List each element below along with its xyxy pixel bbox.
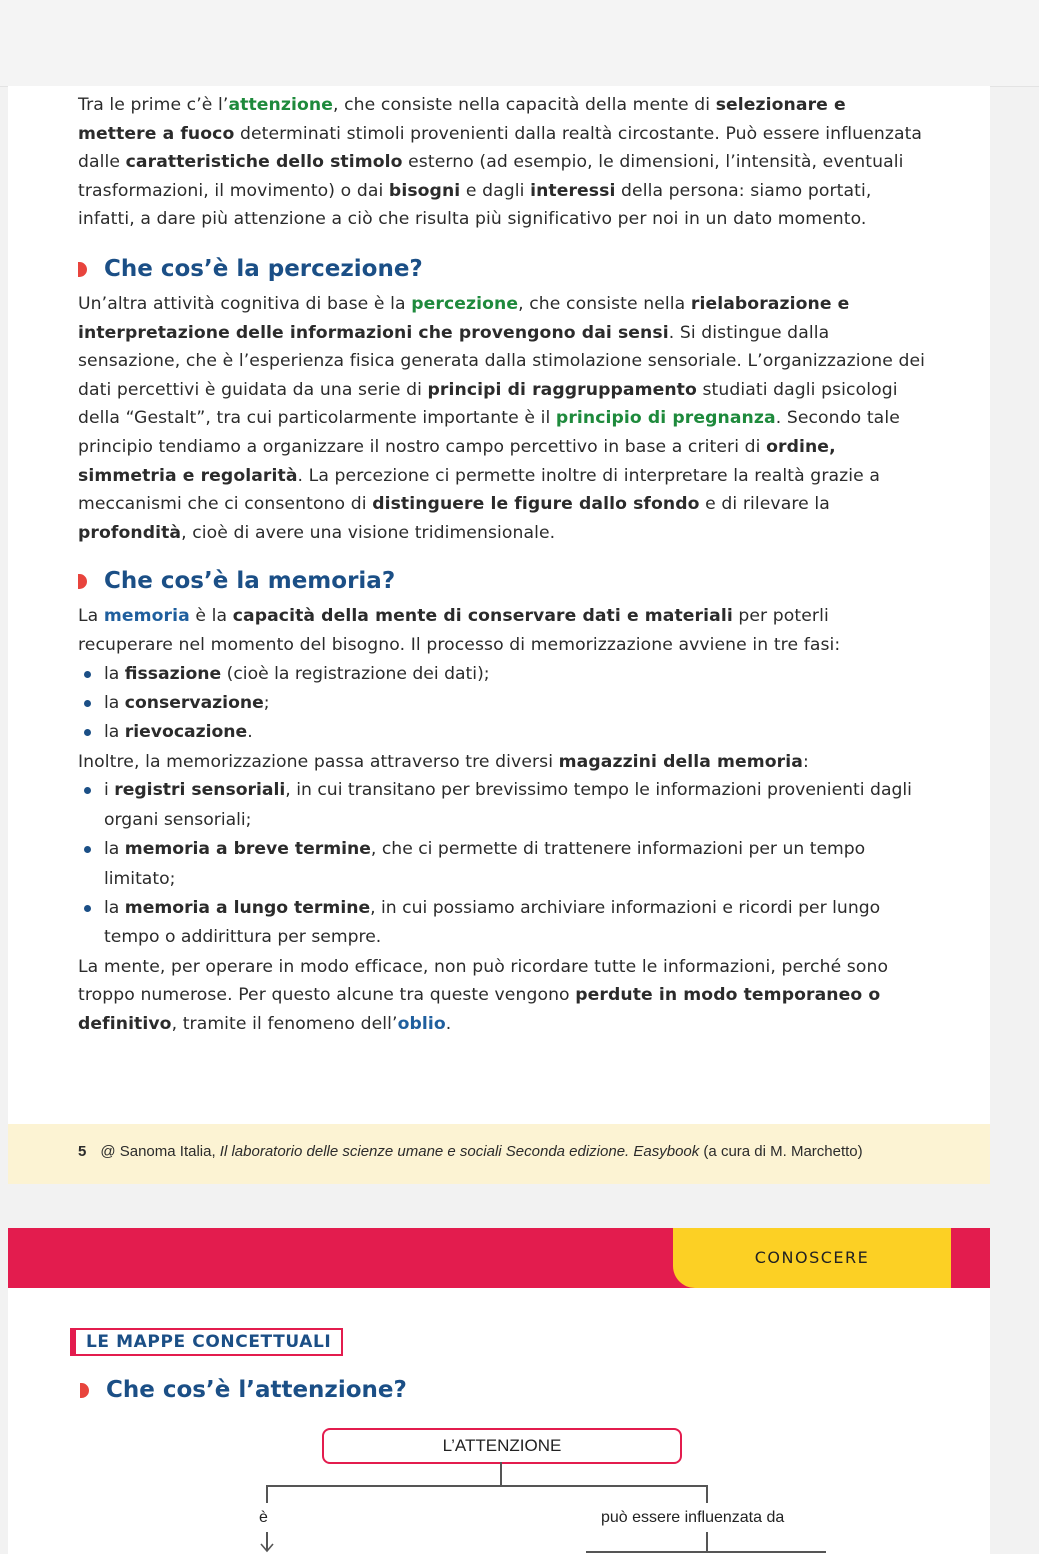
oblio-paragraph	[78, 953, 928, 1039]
bold-term: rievocazione	[124, 722, 248, 743]
bold-term: registri sensoriali	[114, 780, 286, 801]
keyword-percezione[interactable]: percezione	[411, 293, 519, 314]
viewer-top-bar	[0, 0, 1039, 87]
bold-term: caratteristiche dello stimolo	[125, 152, 403, 173]
text: , che consiste nella capacità della mente di	[333, 95, 716, 115]
bullet-icon	[84, 846, 91, 853]
map-branch-label-left: è	[259, 1509, 268, 1526]
map-branch-label-right: può essere influenzata da	[601, 1509, 785, 1526]
tab-conoscere: CONOSCERE	[754, 1248, 870, 1267]
text: . La percezione ci permette inoltre di interpretare la realtà grazie a meccanismi che ci consentono di	[78, 465, 880, 515]
text: e di rilevare la	[699, 494, 830, 515]
text: la	[104, 839, 125, 860]
bold-term: rielaborazione e interpretazione delle informazioni che provengono dai sensi	[78, 293, 850, 343]
percezione-paragraph	[78, 290, 928, 547]
page-number: 5	[78, 1143, 87, 1160]
bold-term: perdute in modo temporaneo o definitivo	[78, 985, 881, 1034]
text: la	[104, 897, 125, 918]
keyword-memoria[interactable]: memoria	[103, 606, 190, 627]
keyword-oblio[interactable]: oblio	[397, 1013, 446, 1034]
text: .	[445, 1013, 452, 1034]
fasi-list	[78, 660, 928, 748]
text: .	[247, 722, 253, 743]
text: la	[104, 692, 125, 713]
book-title: Il laboratorio delle scienze umane e sociali Seconda edizione. Easybook	[219, 1143, 700, 1160]
list-item	[78, 689, 928, 718]
bullet-icon	[84, 671, 91, 678]
bullet-icon	[84, 729, 91, 736]
bold-term: capacità della mente di conservare dati e materiali	[232, 606, 733, 627]
bold-term: profondità	[78, 522, 182, 543]
text: . Secondo tale principio tendiamo a organizzare il nostro campo percettivo in base a criteri di	[78, 408, 900, 457]
section-marker-icon	[78, 262, 87, 277]
heading-attenzione	[80, 1375, 407, 1405]
text: (a cura di M. Marchetto)	[699, 1143, 863, 1160]
text: è la	[189, 606, 233, 627]
heading-percezione	[78, 254, 928, 284]
bold-term: bisogni	[388, 180, 461, 201]
text: :	[802, 751, 809, 772]
map-connector	[706, 1485, 708, 1503]
bold-term: selezionare e mettere a fuoco	[78, 95, 846, 144]
next-book-page	[8, 1228, 990, 1554]
text: studiati dagli psicologi della “Gestalt”, tra cui particolarmente importante è il	[78, 379, 898, 429]
bold-term: memoria a breve termine	[124, 839, 371, 860]
heading-text: Che cos’è la memoria?	[104, 568, 396, 595]
arrow-down-icon	[259, 1542, 275, 1554]
bold-term: memoria a lungo termine	[124, 897, 371, 918]
bullet-icon	[84, 787, 91, 794]
bold-term: ordine, simmetria e regolarità	[78, 436, 836, 486]
text: . Si distingue dalla sensazione, che è l’esperienza fisica generata dalla stimolazione sensoriale. L’organizzazione dei dati percettivi è guidata da una serie di	[78, 322, 926, 400]
heading-text: Che cos’è l’attenzione?	[106, 1377, 407, 1403]
text: e dagli	[460, 180, 531, 201]
map-connector	[586, 1551, 826, 1553]
text: , in cui transitano per brevissimo tempo le informazioni provenienti dagli organi sensoriali;	[104, 780, 912, 830]
bullet-icon	[84, 905, 91, 912]
text: Un’altra attività cognitiva di base è la	[78, 293, 412, 314]
banner-corner	[951, 1228, 990, 1288]
map-root-node: L’ATTENZIONE	[322, 1428, 682, 1464]
bold-term: interessi	[530, 180, 616, 201]
keyword-principio-di-pregnanza[interactable]: principio di pregnanza	[555, 408, 776, 429]
memoria-paragraph	[78, 602, 928, 659]
page-footer	[8, 1124, 990, 1184]
map-connector	[266, 1485, 708, 1487]
list-item	[78, 894, 928, 953]
text: La mente, per operare in modo efficace, non può ricordare tutte le informazioni, perché sono troppo numerose. Per questo alcune tra queste vengono	[78, 956, 889, 1006]
text: , che ci permette di trattenere informazioni per un tempo limitato;	[104, 839, 866, 889]
text: La	[78, 606, 104, 627]
bold-term: magazzini della memoria	[558, 751, 803, 772]
text: , tramite il fenomeno dell’	[171, 1013, 398, 1034]
section-label: LE MAPPE CONCETTUALI	[70, 1328, 343, 1356]
text: , cioè di avere una visione tridimensionale.	[181, 522, 556, 543]
list-item	[78, 718, 928, 747]
text: Tra le prime c’è l’	[78, 95, 229, 115]
bullet-icon	[84, 700, 91, 707]
page-content	[78, 91, 928, 1039]
bold-term: conservazione	[124, 692, 264, 713]
section-marker-icon	[80, 1383, 89, 1398]
heading-text: Che cos’è la percezione?	[104, 255, 423, 282]
text: , che consiste nella	[518, 293, 691, 314]
text: @ Sanoma Italia,	[100, 1143, 220, 1160]
text: determinati stimoli provenienti dalla realtà circostante. Può essere influenzata dalle	[78, 123, 923, 173]
text: per poterli recuperare nel momento del bisogno. Il processo di memorizzazione avviene in tre fasi:	[78, 606, 841, 655]
text: Inoltre, la memorizzazione passa attraverso tre diversi	[78, 751, 559, 772]
text: la	[104, 663, 125, 684]
map-connector	[706, 1532, 708, 1552]
map-connector	[266, 1485, 268, 1503]
heading-memoria	[78, 566, 928, 596]
bold-term: distinguere le figure dallo sfondo	[372, 494, 700, 515]
text: esterno (ad esempio, le dimensioni, l’intensità, eventuali trasformazioni, il movimento) o dai	[78, 152, 904, 201]
text: i	[104, 780, 115, 801]
footer-credit	[78, 1143, 863, 1160]
text: ;	[263, 692, 270, 713]
magazzini-intro	[78, 748, 928, 777]
bold-term: fissazione	[124, 663, 222, 684]
list-item	[78, 660, 928, 689]
book-page	[8, 86, 990, 1184]
text: la	[104, 722, 125, 743]
section-marker-icon	[78, 574, 87, 589]
magazzini-list	[78, 776, 928, 952]
list-item	[78, 835, 928, 894]
map-connector	[500, 1462, 502, 1486]
keyword-attenzione[interactable]: attenzione	[228, 95, 333, 115]
text: della persona: siamo portati, infatti, a dare più attenzione a ciò che risulta più significativo per noi in un dato momento.	[78, 180, 872, 230]
list-item	[78, 776, 928, 835]
intro-paragraph	[78, 91, 928, 234]
text: (cioè la registrazione dei dati);	[221, 663, 490, 684]
text: , in cui possiamo archiviare informazioni e ricordi per lungo tempo o addirittura per sempre.	[104, 897, 881, 948]
bold-term: principi di raggruppamento	[427, 379, 697, 400]
